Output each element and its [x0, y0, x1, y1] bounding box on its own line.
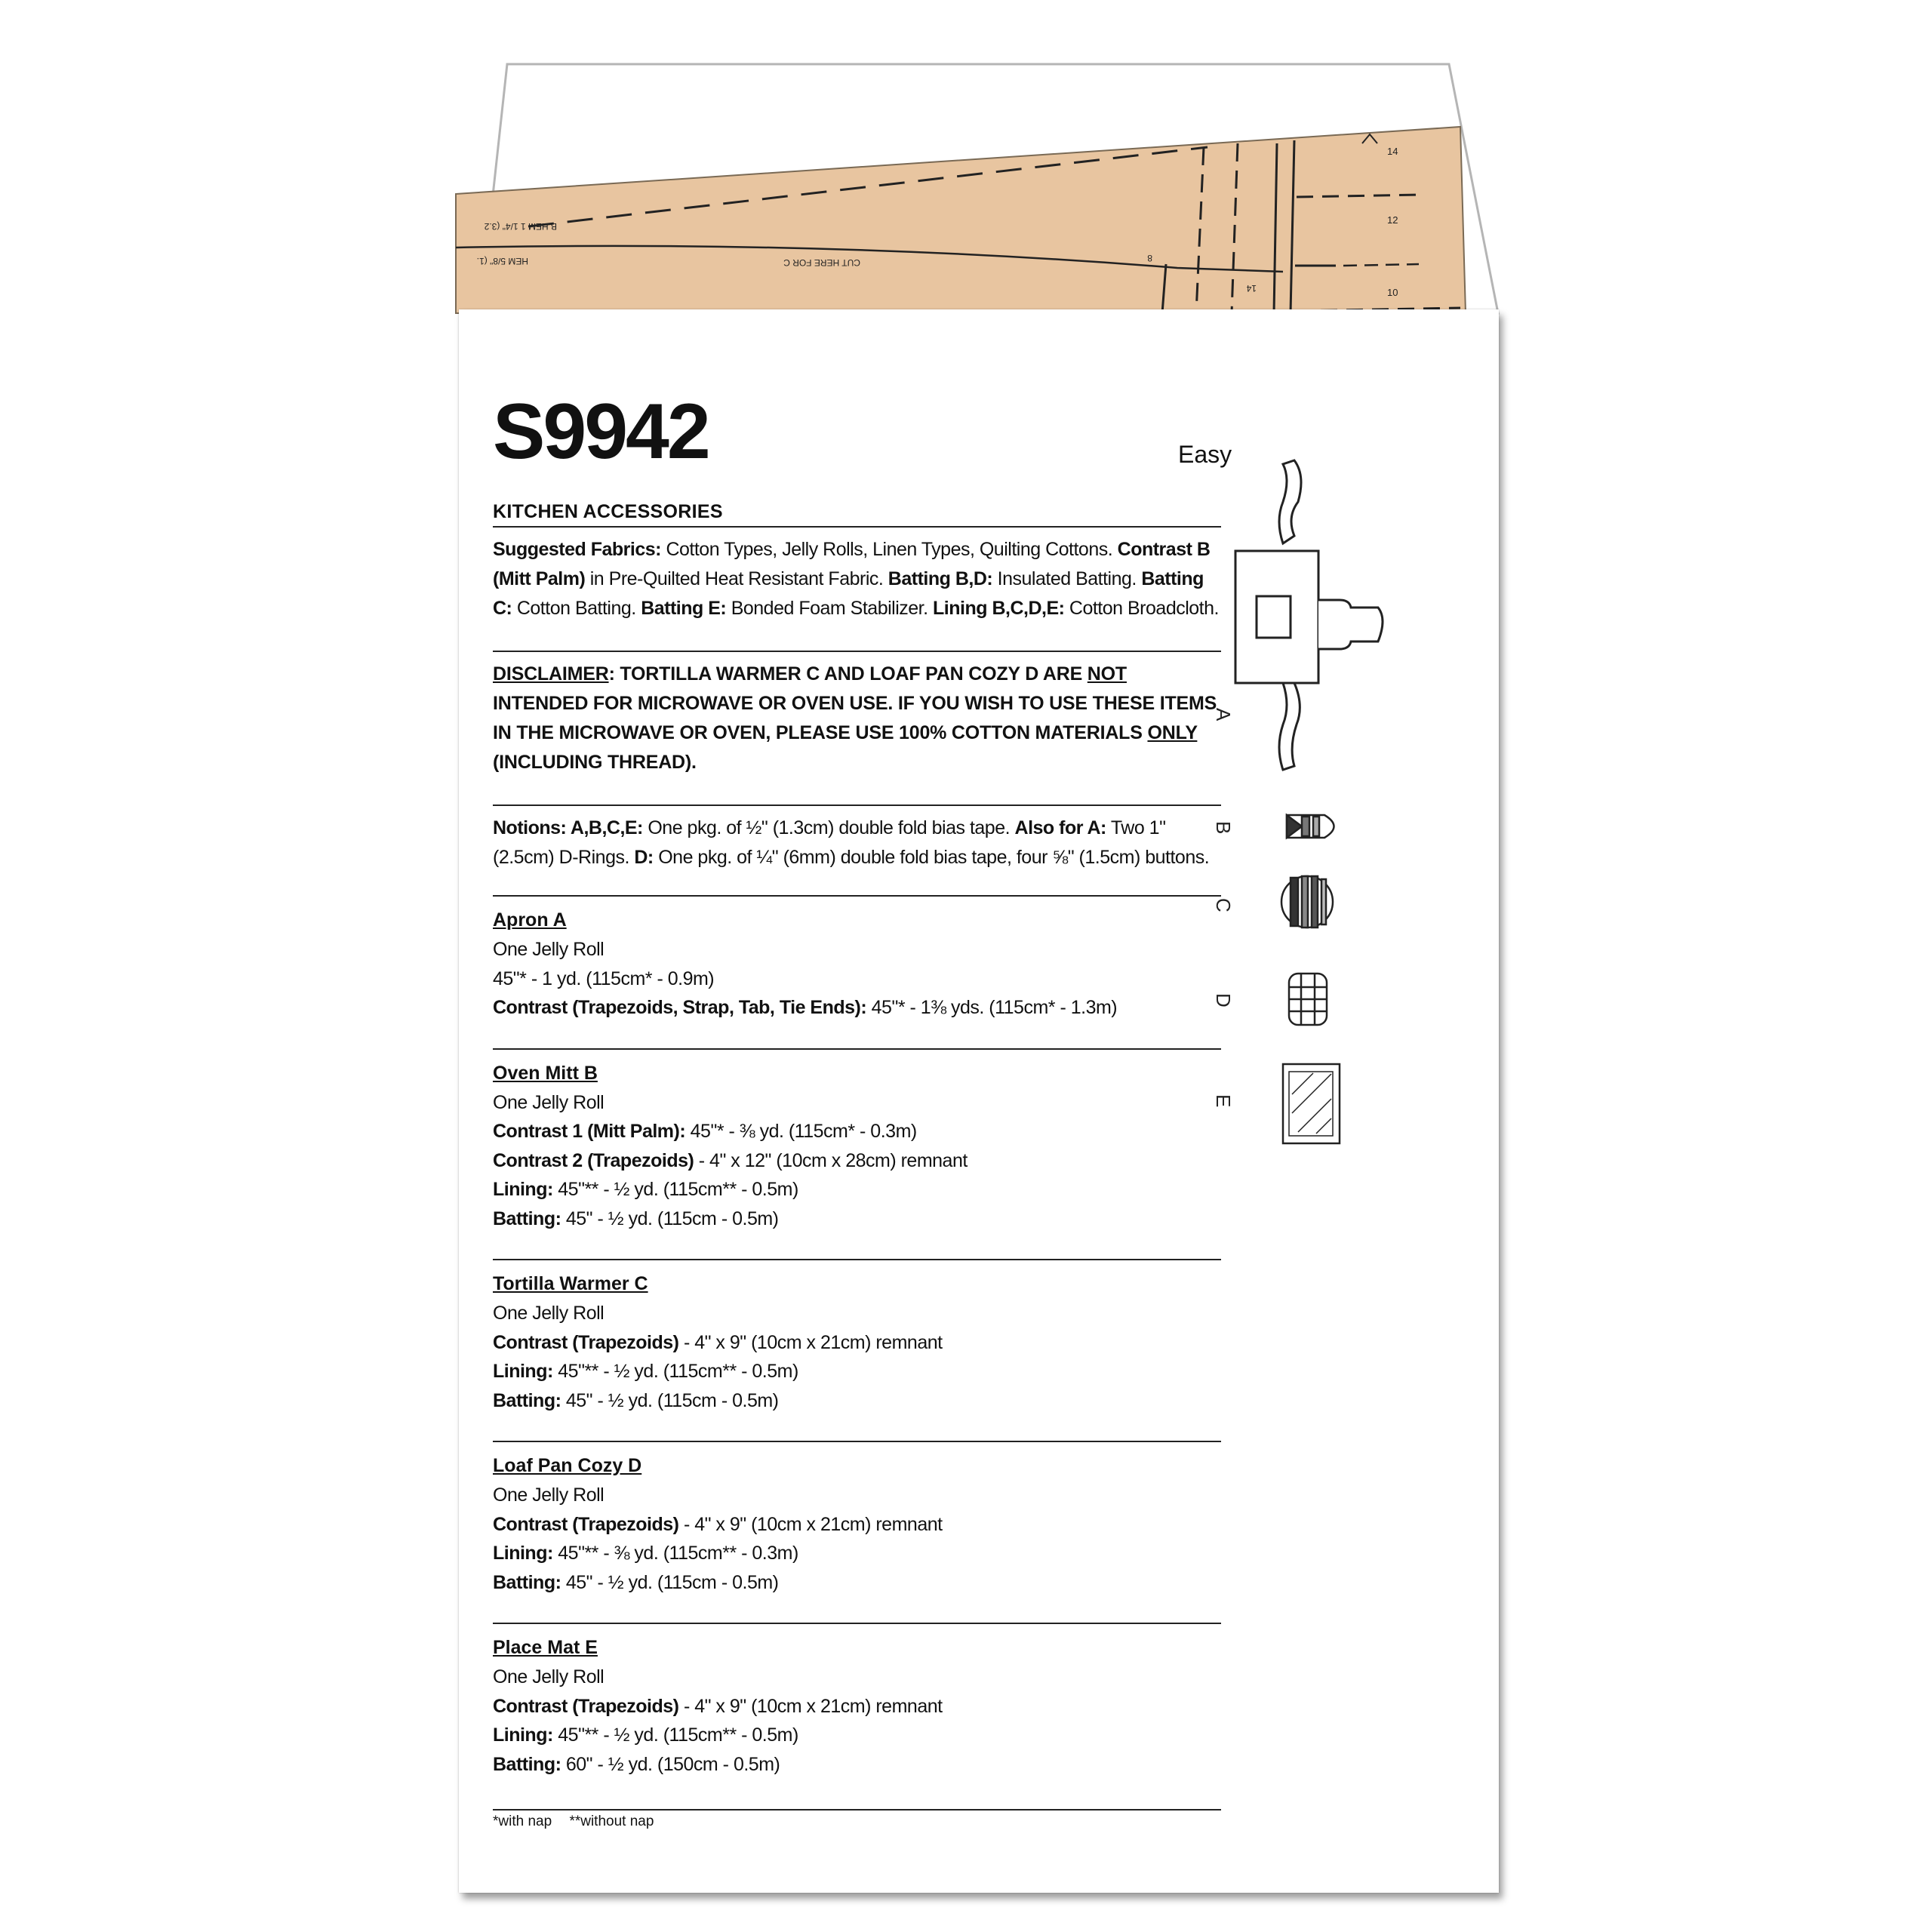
tissue-mark-10: 10	[1387, 287, 1398, 298]
section-title: Place Mat E	[493, 1637, 598, 1658]
notions: Notions: A,B,C,E: One pkg. of ½" (1.3cm) double fold bias tape. Also for A: Two 1" (2.5cm) D-Rings. D: One pkg. of ¼" (6mm) double fold bias tape, four ⅝" (1.5cm) buttons.	[493, 817, 1210, 868]
section-title: Tortilla Warmer C	[493, 1273, 648, 1294]
yardage-value: - 4" x 9" (10cm x 21cm) remnant	[683, 1331, 943, 1353]
difficulty-level: Easy	[1178, 441, 1232, 468]
yardage-line	[493, 1175, 1221, 1204]
view-label-c: C	[1212, 898, 1235, 912]
view-label-d: D	[1212, 993, 1235, 1008]
yardage-line	[493, 1481, 1221, 1510]
yardage-label: Lining:	[493, 1361, 553, 1382]
divider	[493, 895, 1221, 897]
pattern-info	[493, 388, 1232, 1830]
section-title: Oven Mitt B	[493, 1062, 598, 1084]
yardage-line	[493, 1750, 1221, 1780]
yardage-value: - 4" x 12" (10cm x 28cm) remnant	[698, 1149, 968, 1171]
yardage-line	[493, 1204, 1221, 1234]
tissue-label-hem-b: B HEM 1 1/4" (3.2	[484, 221, 557, 232]
yardage-line	[493, 964, 1221, 994]
footnotes	[493, 1814, 1221, 1830]
apron-a-illustration	[1235, 460, 1383, 770]
yardage-label: Contrast (Trapezoids)	[493, 1513, 679, 1535]
yardage-label: Lining:	[493, 1179, 553, 1200]
yardage-label: Batting:	[493, 1753, 561, 1775]
tissue-label-hem: HEM 5/8" (1.	[476, 256, 528, 266]
yardage-value: 60" - ½ yd. (150cm - 0.5m)	[565, 1753, 780, 1775]
place-mat-e-illustration	[1283, 1064, 1340, 1143]
tortilla-warmer-c-illustration	[1281, 876, 1333, 928]
yardage-line	[493, 1386, 1221, 1416]
yardage-sections	[493, 895, 1221, 1779]
view-illustrations	[1212, 445, 1396, 1155]
yardage-value: - 4" x 9" (10cm x 21cm) remnant	[683, 1695, 943, 1717]
yardage-value: One Jelly Roll	[493, 1484, 605, 1506]
section-title: Apron A	[493, 909, 567, 931]
footnote-without-nap: **without nap	[569, 1814, 654, 1829]
yardage-line	[493, 1299, 1221, 1328]
view-label-a: A	[1212, 708, 1235, 721]
yardage-line	[493, 1721, 1221, 1750]
divider	[493, 1441, 1221, 1442]
yardage-label: Contrast (Trapezoids, Strap, Tab, Tie Ends):	[493, 997, 867, 1018]
divider	[493, 1809, 1221, 1810]
pattern-title: KITCHEN ACCESSORIES	[493, 501, 723, 522]
yardage-value: 45"** - ½ yd. (115cm** - 0.5m)	[558, 1361, 798, 1382]
divider	[493, 1259, 1221, 1260]
yardage-line	[493, 1663, 1221, 1692]
yardage-value: 45"** - ½ yd. (115cm** - 0.5m)	[558, 1179, 798, 1200]
yardage-section	[493, 906, 1221, 1023]
yardage-value: 45"* - ⅜ yd. (115cm* - 0.3m)	[690, 1121, 917, 1142]
tissue-mark-14-left: 14	[1246, 283, 1257, 294]
divider	[493, 1623, 1221, 1624]
yardage-label: Batting:	[493, 1571, 561, 1593]
divider	[493, 1048, 1221, 1050]
disclaimer: DISCLAIMER: TORTILLA WARMER C AND LOAF PAN COZY D ARE NOT INTENDED FOR MICROWAVE OR OVEN USE. IF YOU WISH TO USE THESE ITEMS IN THE MICROWAVE OR OVEN, PLEASE USE 100% COTTON MATERIALS ONLY (INCLUDING THREAD).	[493, 663, 1217, 773]
yardage-line	[493, 935, 1221, 964]
suggested-fabrics: Suggested Fabrics: Cotton Types, Jelly Rolls, Linen Types, Quilting Cottons. Contrast B (Mitt Palm) in Pre-Quilted Heat Resistant Fabric. Batting B,D: Insulated Batting. Batting C: Cotton Batting. Batting E: Bonded Foam Stabilizer. Lining B,C,D,E: Cotton Broadcloth.	[493, 539, 1219, 619]
yardage-line	[493, 1357, 1221, 1386]
yardage-value: One Jelly Roll	[493, 1303, 605, 1324]
pattern-number: S9942	[493, 388, 709, 475]
yardage-line	[493, 1328, 1221, 1358]
divider	[493, 804, 1221, 806]
yardage-line	[493, 1568, 1221, 1598]
yardage-label: Batting:	[493, 1208, 561, 1229]
yardage-value: 45" - ½ yd. (115cm - 0.5m)	[565, 1389, 779, 1411]
oven-mitt-b-illustration	[1287, 815, 1334, 838]
yardage-value: One Jelly Roll	[493, 939, 605, 960]
yardage-line	[493, 1539, 1221, 1568]
yardage-value: One Jelly Roll	[493, 1666, 605, 1687]
yardage-value: 45"** - ⅜ yd. (115cm** - 0.3m)	[558, 1543, 798, 1564]
tissue-mark-12: 12	[1387, 214, 1398, 226]
yardage-value: 45"* - 1⅜ yds. (115cm* - 1.3m)	[871, 997, 1118, 1018]
yardage-section	[493, 1059, 1221, 1234]
yardage-section	[493, 1633, 1221, 1779]
yardage-line	[493, 1146, 1221, 1176]
yardage-label: Contrast (Trapezoids)	[493, 1331, 679, 1353]
view-label-b: B	[1212, 821, 1235, 835]
yardage-label: Contrast (Trapezoids)	[493, 1695, 679, 1717]
yardage-value: - 4" x 9" (10cm x 21cm) remnant	[683, 1513, 943, 1535]
view-label-e: E	[1212, 1094, 1235, 1108]
divider	[493, 526, 1221, 528]
yardage-label: Batting:	[493, 1389, 561, 1411]
yardage-label: Contrast 1 (Mitt Palm):	[493, 1121, 686, 1142]
yardage-value: 45"* - 1 yd. (115cm* - 0.9m)	[493, 968, 715, 989]
yardage-line	[493, 1510, 1221, 1540]
yardage-line	[493, 1117, 1221, 1146]
footnote-with-nap: *with nap	[493, 1814, 552, 1829]
section-title: Loaf Pan Cozy D	[493, 1455, 642, 1476]
yardage-section	[493, 1269, 1221, 1415]
yardage-label: Lining:	[493, 1724, 553, 1746]
tissue-mark-8: 8	[1147, 253, 1152, 263]
yardage-value: One Jelly Roll	[493, 1091, 605, 1113]
tissue-mark-14-right: 14	[1387, 146, 1398, 157]
yardage-line	[493, 1088, 1221, 1118]
yardage-section	[493, 1451, 1221, 1597]
yardage-line	[493, 993, 1221, 1023]
yardage-value: 45" - ½ yd. (115cm - 0.5m)	[565, 1571, 779, 1593]
yardage-value: 45" - ½ yd. (115cm - 0.5m)	[565, 1208, 779, 1229]
yardage-line	[493, 1692, 1221, 1721]
yardage-value: 45"** - ½ yd. (115cm** - 0.5m)	[558, 1724, 798, 1746]
loaf-pan-cozy-d-illustration	[1289, 974, 1327, 1025]
yardage-label: Contrast 2 (Trapezoids)	[493, 1149, 694, 1171]
divider	[493, 651, 1221, 652]
tissue-label-cut-here: CUT HERE FOR C	[783, 257, 860, 268]
yardage-label: Lining:	[493, 1543, 553, 1564]
